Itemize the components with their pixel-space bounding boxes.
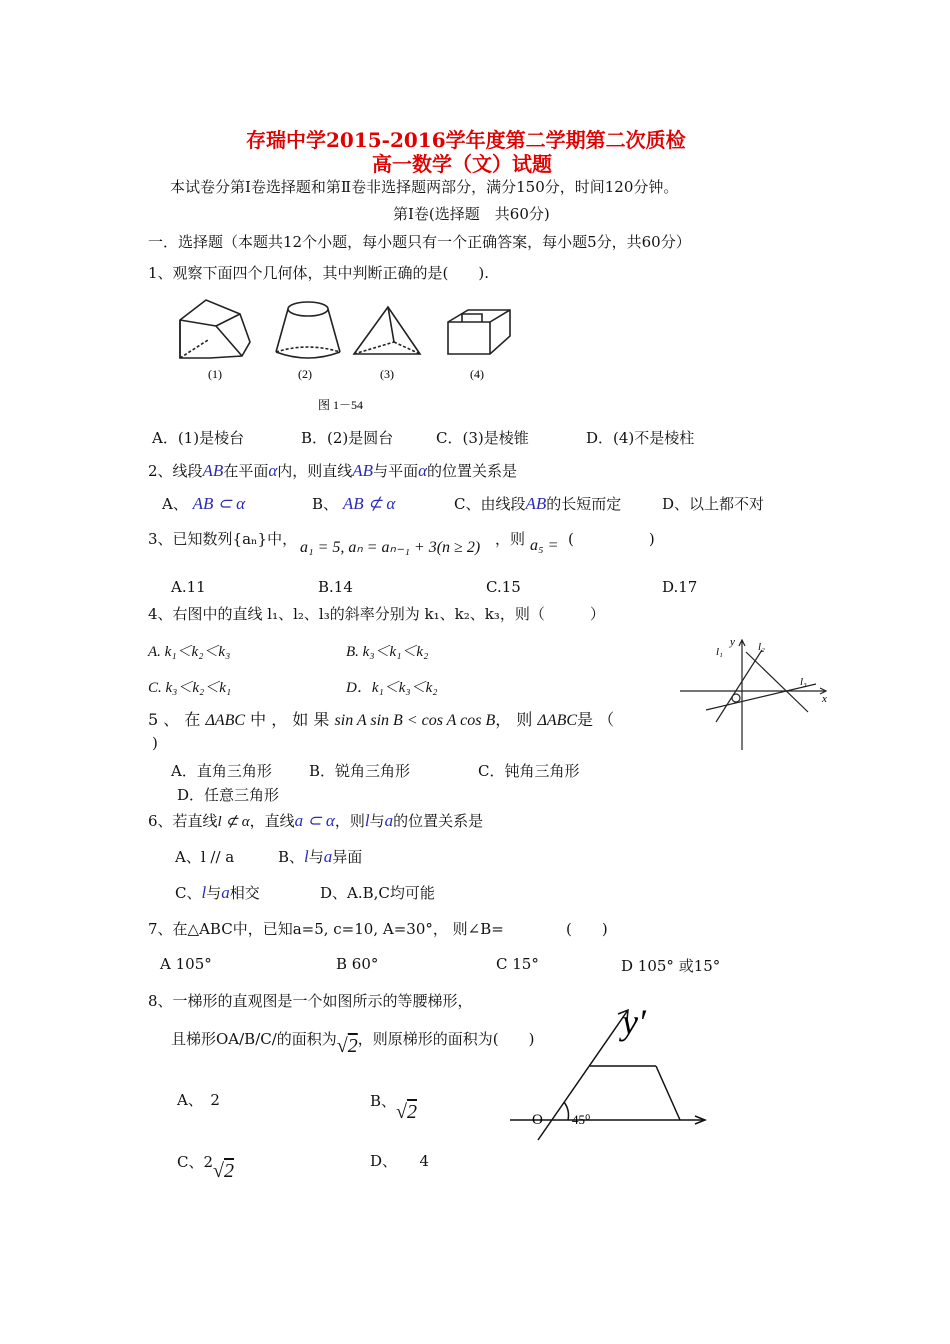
q2-option-c: C、由线段AB的长短而定	[454, 494, 622, 513]
q1-option-a: A．(1)是棱台	[152, 429, 245, 447]
q4-slope-graph	[676, 630, 836, 755]
q4-l2-label: l₂	[758, 641, 765, 653]
q1-option-c: C．(3)是棱锥	[436, 429, 529, 447]
q3-option-c: C.15	[486, 578, 521, 596]
q2-option-d: D、以上都不对	[662, 495, 765, 513]
q3-then: ，则	[495, 530, 526, 548]
q2-option-a: A、 AB ⊂ α	[162, 494, 246, 513]
q1-option-d: D．(4)不是棱柱	[586, 429, 695, 447]
q1-stem: 1、观察下面四个几何体，其中判断正确的是( ).	[148, 264, 490, 282]
q7-option-c: C 15°	[496, 955, 539, 973]
q4-stem: 4、右图中的直线 l₁、l₂、l₃的斜率分别为 k₁、k₂、k₃，则（ ）	[148, 605, 605, 623]
q5-option-d: D．任意三角形	[177, 786, 280, 804]
q8-option-c: C、2√2	[177, 1153, 235, 1182]
q6-option-d: D、A.B,C均可能	[320, 884, 435, 902]
q3-formula: a₁ = 5, aₙ = aₙ₋₁ + 3(n ≥ 2)	[300, 539, 481, 556]
q2-stem: 2、线段AB在平面α内，则直线AB与平面α的位置关系是	[148, 461, 518, 480]
q8-option-d: D、 4	[370, 1152, 430, 1170]
q4-l3-label: l₃	[800, 676, 807, 688]
q1-fig-caption: 图 1－54	[318, 398, 364, 412]
q3-option-b: B.14	[318, 578, 353, 596]
q1-figure	[168, 292, 538, 412]
q3-stem: 3、已知数列{aₙ}中，	[148, 530, 298, 548]
q8-angle-label: 45⁰	[572, 1112, 591, 1127]
q7-option-a: A 105°	[160, 955, 212, 973]
q1-option-b: B．(2)是圆台	[301, 429, 394, 447]
q7-blank: ( )	[566, 920, 608, 938]
part1-heading: 第Ⅰ卷(选择题 共60分)	[393, 205, 550, 223]
title-line-2: 高一数学（文）试题	[372, 152, 552, 176]
q4-option-a: A. k₁＜k₂＜k₃	[148, 644, 231, 660]
q8-y-label: y′	[622, 1002, 646, 1042]
q4-option-c: C. k₃＜k₂＜k₁	[148, 680, 232, 696]
q5-close-paren: )	[152, 734, 158, 752]
q8-option-b: B、√2	[370, 1092, 418, 1123]
q5-option-a: A．直角三角形	[171, 762, 272, 780]
q4-x-label: x	[822, 693, 827, 705]
q5-stem: 5 、 在 ΔABC 中 ， 如 果 sin A sin B < cos A cos B， 则 ΔABC是 （	[148, 710, 615, 729]
q1-fig-label-3: (3)	[380, 367, 394, 381]
q3-option-a: A.11	[171, 578, 206, 596]
q8-trapezoid-figure	[510, 992, 710, 1142]
q6-option-a: A、l // a	[175, 848, 235, 866]
q2-option-b: B、 AB ⊄ α	[312, 494, 396, 513]
q3-target: a₅ =	[530, 537, 559, 554]
q4-y-label: y	[730, 636, 735, 648]
q1-fig-label-4: (4)	[470, 367, 484, 381]
q6-option-b: B、l与a异面	[278, 847, 363, 866]
q8-option-a: A、 2	[177, 1091, 220, 1109]
q8-sqrt2: √2	[336, 1035, 358, 1057]
q1-fig-label-2: (2)	[298, 367, 312, 381]
q1-fig-label-1: (1)	[208, 367, 222, 381]
q7-stem: 7、在△ABC中，已知a=5, c=10, A=30°， 则∠B=	[148, 920, 504, 938]
q8-origin-label: O	[532, 1112, 543, 1128]
title-line-1: 存瑞中学2015-2016学年度第二学期第二次质检	[246, 128, 686, 152]
q7-option-b: B 60°	[336, 955, 379, 973]
q3-blank: ( )	[568, 530, 655, 548]
q5-option-c: C．钝角三角形	[478, 762, 580, 780]
q4-l1-label: l₁	[716, 646, 723, 658]
q6-option-c: C、l与a相交	[175, 883, 260, 902]
q7-option-d: D 105° 或15°	[621, 957, 721, 975]
q8-stem-line-1: 8、一梯形的直观图是一个如图所示的等腰梯形，	[148, 992, 473, 1010]
q4-option-b: B. k₃＜k₁＜k₂	[346, 644, 429, 660]
q3-option-d: D.17	[662, 578, 698, 596]
q5-option-b: B．锐角三角形	[309, 762, 411, 780]
q8-stem-line-2: 且梯形OA/B/C/的面积为√2，则原梯形的面积为( )	[171, 1030, 535, 1057]
q4-option-d: D．k₁＜k₃＜k₂	[346, 680, 438, 696]
section1-heading: 一．选择题（本题共12个小题，每小题只有一个正确答案，每小题5分，共60分）	[148, 233, 691, 251]
intro-text: 本试卷分第Ⅰ卷选择题和第Ⅱ卷非选择题两部分，满分150分，时间120分钟。	[170, 178, 679, 196]
q6-stem: 6、若直线l ⊄ α，直线a ⊂ α，则l与a的位置关系是	[148, 811, 484, 830]
